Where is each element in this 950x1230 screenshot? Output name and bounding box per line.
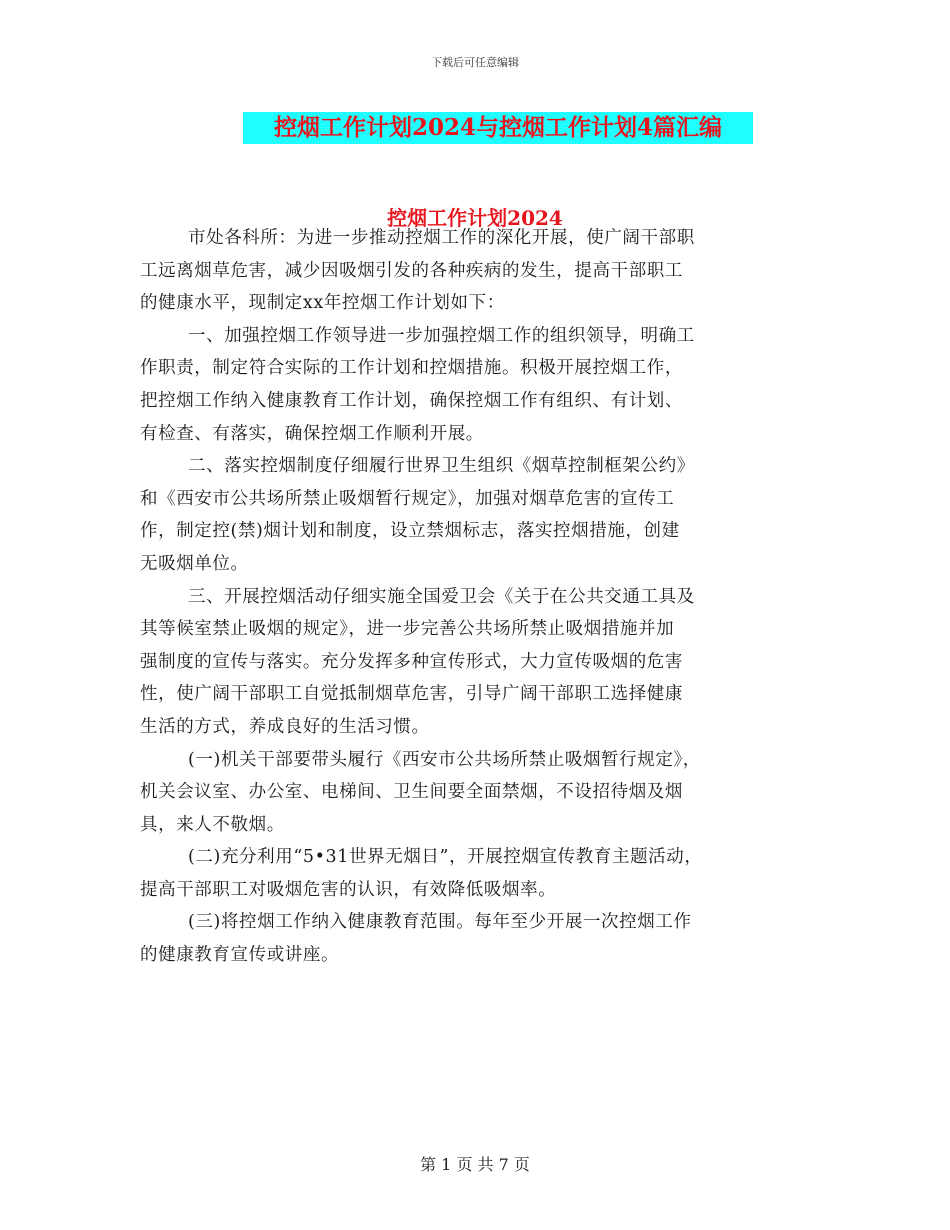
paragraph-line: 无吸烟单位。 [140, 553, 249, 574]
paragraph [140, 450, 810, 580]
paragraph-line: 的健康水平，现制定xx年控烟工作计划如下： [140, 293, 505, 314]
paragraph-line: 一、加强控烟工作领导进一步加强控烟工作的组织领导，明确工 [188, 325, 695, 346]
paragraph [140, 744, 810, 842]
paragraph-line: 机关会议室、办公室、电梯间、卫生间要全面禁烟，不设招待烟及烟 [140, 782, 683, 803]
section-title: 控烟工作计划2024 [387, 206, 563, 230]
paragraph-line: 作，制定控(禁)烟计划和制度，设立禁烟标志，落实控烟措施，创建 [140, 521, 680, 542]
paragraph-line: (一)机关干部要带头履行《西安市公共场所禁止吸烟暂行规定》， [188, 749, 701, 770]
paragraph-line: 有检查、有落实，确保控烟工作顺利开展。 [140, 423, 484, 444]
paragraph-line: (三)将控烟工作纳入健康教育范围。每年至少开展一次控烟工作 [188, 912, 692, 933]
paragraph-line: 和《西安市公共场所禁止吸烟暂行规定》，加强对烟草危害的宣传工 [140, 488, 675, 509]
paragraph [140, 222, 810, 320]
paragraph-line: 提高干部职工对吸烟危害的认识，有效降低吸烟率。 [140, 879, 557, 900]
page-footer: 第 1 页 共 7 页 [420, 1155, 530, 1174]
paragraph-line: 工远离烟草危害，减少因吸烟引发的各种疾病的发生，提高干部职工 [140, 260, 683, 281]
document-body [140, 222, 810, 972]
paragraph [140, 581, 810, 744]
paragraph-line: 生活的方式，养成良好的生活习惯。 [140, 716, 430, 737]
paragraph-line: 其等候室禁止吸烟的规定》，进一步完善公共场所禁止吸烟措施并加 [140, 619, 675, 640]
paragraph-line: 强制度的宣传与落实。充分发挥多种宣传形式，大力宣传吸烟的危害 [140, 651, 683, 672]
paragraph-line: 性，使广阔干部职工自觉抵制烟草危害，引导广阔干部职工选择健康 [140, 684, 683, 705]
paragraph-line: 作职责，制定符合实际的工作计划和控烟措施。积极开展控烟工作， [140, 358, 683, 379]
paragraph-line: 的健康教育宣传或讲座。 [140, 945, 340, 966]
header-note: 下载后可任意编辑 [431, 56, 519, 69]
paragraph-line: 三、开展控烟活动仔细实施全国爱卫会《关于在公共交通工具及 [188, 586, 695, 607]
paragraph-line: (二)充分利用“5•31世界无烟日”，开展控烟宣传教育主题活动， [188, 847, 703, 868]
document-title: 控烟工作计划2024与控烟工作计划4篇汇编 [243, 112, 753, 144]
paragraph [140, 320, 810, 450]
paragraph-line: 市处各科所：为进一步推动控烟工作的深化开展，使广阔干部职 [188, 228, 695, 248]
paragraph-line: 二、落实控烟制度仔细履行世界卫生组织《烟草控制框架公约》 [188, 456, 695, 477]
paragraph [140, 906, 810, 971]
paragraph-line: 具，来人不敬烟。 [140, 814, 285, 835]
paragraph-line: 把控烟工作纳入健康教育工作计划，确保控烟工作有组织、有计划、 [140, 390, 683, 411]
paragraph [140, 841, 810, 906]
